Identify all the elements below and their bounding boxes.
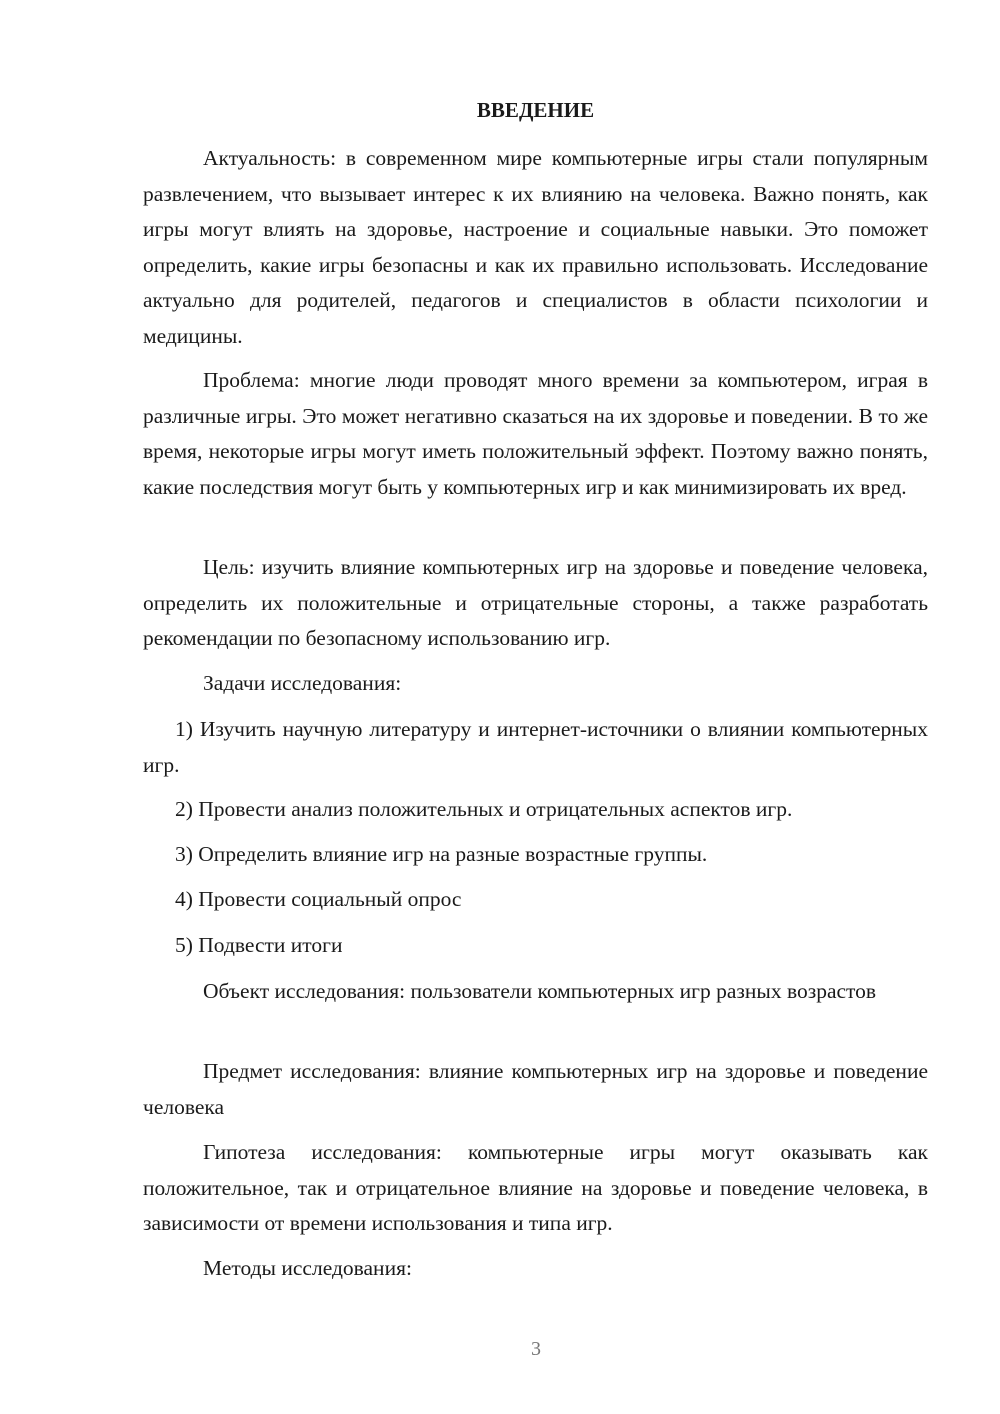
task-item-3: 3) Определить влияние игр на разные возрастные группы.	[175, 842, 708, 866]
paragraph-object: Объект исследования: пользователи компьютерных игр разных возрастов	[203, 979, 877, 1003]
page-heading: ВВЕДЕНИЕ	[476, 98, 595, 122]
page-number: 3	[531, 1338, 541, 1360]
paragraph-relevance: Актуальность: в современном мире компьютерные игры стали популярным развлечением, что вызывает интерес к их влиянию на человека. Важно понять, как игры могут влиять на здоровье, настроение и социальные навыки. Это поможет определить, какие игры безопасны и как их правильно использовать. Исследование актуально для родителей, педагогов и специалистов в области психологии и медицины.	[143, 146, 928, 348]
paragraph-tasks-intro: Задачи исследования:	[203, 671, 402, 695]
task-item-2: 2) Провести анализ положительных и отрицательных аспектов игр.	[175, 797, 793, 821]
paragraph-problem: Проблема: многие люди проводят много времени за компьютером, играя в различные игры. Это может негативно сказаться на их здоровье и поведении. В то же время, некоторые игры могут иметь положительный эффект. Поэтому важно понять, какие последствия могут быть у компьютерных игр и как минимизировать их вред.	[143, 368, 928, 499]
task-item-4: 4) Провести социальный опрос	[175, 887, 462, 911]
paragraph-subject: Предмет исследования: влияние компьютерных игр на здоровье и поведение человека	[143, 1059, 928, 1119]
paragraph-hypothesis: Гипотеза исследования: компьютерные игры могут оказывать как положительное, так и отрицательное влияние на здоровье и поведение человека, в зависимости от времени использования и типа игр.	[143, 1140, 928, 1235]
task-item-1: 1) Изучить научную литературу и интернет-источники о влиянии компьютерных игр.	[143, 717, 928, 777]
task-item-5: 5) Подвести итоги	[175, 933, 343, 957]
paragraph-methods: Методы исследования:	[203, 1256, 412, 1280]
paragraph-goal: Цель: изучить влияние компьютерных игр на здоровье и поведение человека, определить их положительные и отрицательные стороны, а также разработать рекомендации по безопасному использованию игр.	[143, 555, 928, 650]
